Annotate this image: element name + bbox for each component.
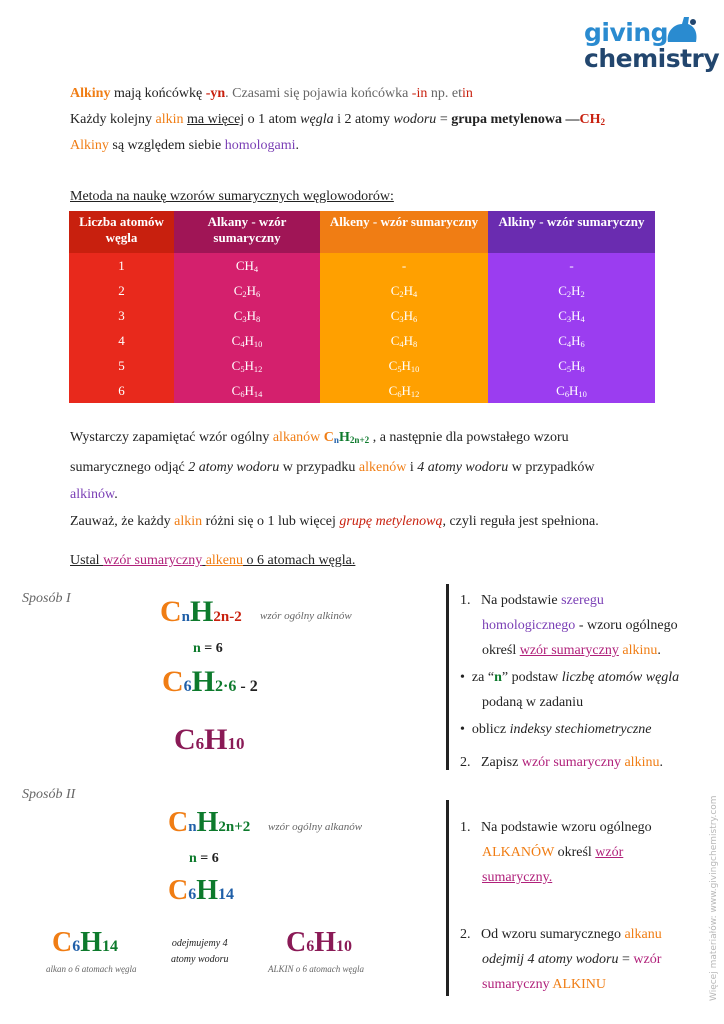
text: indeksy stechiometryczne [509, 722, 652, 737]
letter-n: n [494, 670, 502, 685]
step-1-cont2 [460, 638, 710, 663]
cell-text: 5 [118, 357, 125, 373]
formula-part: C [388, 382, 398, 398]
word-alkinu: alkinu [622, 643, 658, 658]
text: w przypadków [508, 460, 595, 475]
subtract-note [171, 936, 229, 968]
formula-sub: 4 [240, 338, 245, 349]
cell-text: 6 [118, 382, 125, 398]
cell-alkin [488, 303, 655, 328]
formula-sub: 2 [566, 288, 572, 299]
text: różni się o 1 lub więcej [202, 514, 340, 529]
hydrocarbon-table [69, 211, 655, 403]
formula-part: C [558, 357, 567, 373]
formula-substituted [162, 664, 258, 705]
formula-general-alkyne [160, 594, 242, 635]
method-2-label: Sposób II [22, 787, 76, 802]
para-line-1 [70, 424, 670, 454]
text: sumarycznego odjąć [70, 460, 189, 475]
word-sumaryczny: sumaryczny [482, 977, 553, 992]
formula-part: H [196, 875, 219, 906]
formula-sub: 2n+2 [349, 435, 370, 445]
formula-sub: 5 [240, 363, 245, 374]
divider-line-2 [446, 800, 449, 996]
text: o 1 atom [244, 112, 301, 127]
text: Zapisz [481, 755, 522, 770]
step-number: 2. [460, 927, 471, 942]
formula-part: C [52, 927, 73, 958]
step-number: 1. [460, 593, 471, 608]
bullet-1-cont: podaną w zadaniu [482, 695, 584, 710]
formula-part: C [168, 875, 189, 906]
text: liczbę atomów węgla [561, 670, 680, 685]
cell-text: 3 [118, 307, 125, 323]
method-title: Metoda na naukę wzorów sumarycznych węglowodorów: [70, 189, 394, 204]
formula-part: H [246, 282, 257, 298]
text: Od wzoru sumarycznego [481, 927, 625, 942]
header-carbon-count: Liczba atomów węgla [69, 211, 174, 253]
formula-part: H [244, 382, 254, 398]
formula-part: H [244, 357, 254, 373]
cell-text: 2 [118, 282, 125, 298]
bullet-1 [460, 665, 710, 690]
cell-n [69, 278, 174, 303]
cell-alkin [488, 328, 655, 353]
caption-alkyne: ALKIN o 6 atomach węgla [268, 964, 364, 974]
formula-sub: 4 [566, 338, 572, 349]
formula-part: H [569, 382, 579, 398]
formula-part: C [556, 382, 565, 398]
text: i 2 atomy [333, 112, 394, 127]
text: mają końcówkę [110, 86, 206, 101]
cell-alken [320, 253, 488, 278]
cell-alkin [488, 253, 655, 278]
watermark: Więcej materiałów: www.givingchemistry.com [709, 795, 719, 1001]
formula-part: H [196, 807, 219, 838]
formula-c6h14 [168, 874, 234, 912]
step-2 [460, 750, 710, 775]
word-alkiny: Alkiny [70, 86, 111, 101]
word-alkin: alkin [174, 514, 203, 529]
formula-part: H [571, 357, 581, 373]
formula-part: C [558, 332, 567, 348]
formula-part: = 6 [200, 641, 223, 656]
formula-part: C [231, 332, 241, 348]
cell-alken [320, 378, 488, 403]
text: Ustal [70, 553, 104, 568]
suffix-in-example: in [461, 86, 473, 101]
step-2-cont [460, 947, 710, 972]
intro-line-3 [70, 136, 299, 156]
word-homologicznego: homologicznego [482, 618, 576, 633]
text: Każdy kolejny [70, 112, 156, 127]
text: Wystarczy zapamiętać wzór ogólny [70, 430, 273, 445]
suffix-in: -in [411, 86, 428, 101]
text: węgla [300, 112, 334, 127]
text: ” podstaw [501, 670, 562, 685]
table-row [69, 303, 655, 328]
text: w przypadku [279, 460, 359, 475]
formula-ch2 [580, 112, 606, 127]
formula-sub: 12 [253, 363, 263, 374]
logo-line1: giving [584, 18, 669, 47]
step-1-cont [460, 613, 710, 638]
formula-sub: 2 [399, 288, 404, 299]
word-wzor-sumaryczny: wzór sumaryczny [519, 643, 619, 658]
formula-part: = 6 [196, 851, 219, 866]
formula-part: H [571, 307, 581, 323]
word-alkiny: Alkiny [70, 138, 109, 153]
formula-sub: - 2 [236, 678, 258, 695]
formula-sub: 2n+2 [218, 819, 251, 835]
word-alkanow: alkanów [272, 430, 321, 445]
explanation-paragraph [70, 424, 670, 535]
formula-sub: 3 [566, 313, 572, 324]
note-general-alkyne: wzór ogólny alkinów [260, 610, 352, 622]
table-row [69, 378, 655, 403]
bullet-icon: • [460, 722, 465, 737]
formula-sub: ·6 [223, 678, 237, 695]
formula-part: C [160, 595, 182, 628]
formula-sub: n [181, 609, 191, 625]
word-wzor: wzór [633, 952, 662, 967]
para-line-3 [70, 481, 670, 508]
text: = [436, 112, 452, 127]
intro-line-1 [70, 84, 473, 104]
word-alkinu: ALKINU [552, 977, 607, 992]
step-1 [460, 588, 710, 613]
header-alkynes: Alkiny - wzór sumaryczny [488, 211, 655, 253]
formula-part: C [390, 282, 400, 298]
formula-part: H [401, 357, 411, 373]
formula-part: H [338, 430, 350, 445]
formula-part: H [401, 382, 411, 398]
formula-part: C [323, 430, 334, 445]
word-alkanu: alkanu [624, 927, 662, 942]
text: oblicz [471, 722, 510, 737]
formula-part: H [244, 332, 254, 348]
step-1 [460, 815, 710, 840]
formula-sub: 8 [413, 338, 418, 349]
cell-n [69, 328, 174, 353]
cell-alkan [174, 353, 320, 378]
formula-sub: 6 [564, 388, 570, 399]
text: Na podstawie wzoru ogólnego [481, 820, 652, 835]
formula-alkane-c6h14 [52, 926, 118, 964]
task-line [70, 551, 355, 571]
formula-part: C [286, 927, 307, 958]
logo-line2: chemistry [584, 44, 720, 73]
formula-sub: 6 [240, 388, 245, 399]
header-alkenes: Alkeny - wzór sumaryczny [320, 211, 488, 253]
step-2 [460, 922, 710, 947]
step-number: 1. [460, 820, 471, 835]
cell-alkan [174, 378, 320, 403]
text: np. et [427, 86, 462, 101]
formula-part: H [190, 595, 214, 628]
word-wzor-sumaryczny: wzór sumaryczny [103, 553, 203, 568]
cell-n [69, 378, 174, 403]
text: 4 atomy wodoru [417, 460, 509, 475]
subtract-note-l2: atomy wodoru [171, 954, 229, 965]
formula-sub: 5 [566, 363, 572, 374]
text: , a następnie dla powstałego wzoru [369, 430, 569, 445]
formula-sub: 2 [600, 117, 606, 127]
formula-part: C [390, 307, 400, 323]
text: za “ [471, 670, 495, 685]
text: wodoru [393, 112, 437, 127]
cell-alkan [174, 278, 320, 303]
formula-part: H [314, 927, 337, 958]
formula-result-c6h10 [174, 722, 245, 762]
text: . Czasami się pojawia końcówka [225, 86, 412, 101]
word-wzor-sumaryczny: wzór sumaryczny [521, 755, 621, 770]
note-general-alkane: wzór ogólny alkanów [268, 821, 363, 833]
word-szeregu: szeregu [561, 593, 604, 608]
cell-alkin [488, 353, 655, 378]
formula-general-alkane [324, 430, 369, 445]
step-1-cont2 [460, 865, 710, 890]
text: i [406, 460, 418, 475]
table-row [69, 278, 655, 303]
formula-sub: 8 [580, 363, 585, 374]
formula-sub: 6 [306, 938, 315, 955]
formula-part: C [233, 282, 243, 298]
text: . [114, 487, 118, 502]
cell-alkin [488, 278, 655, 303]
formula-part: C [233, 307, 243, 323]
step-1-cont [460, 840, 710, 865]
cell-n [69, 253, 174, 278]
formula-part: H [403, 282, 414, 298]
formula-sub: 3 [399, 313, 404, 324]
text: 2 atomy wodoru [188, 460, 280, 475]
cell-alken [320, 303, 488, 328]
cell-alkan [174, 253, 320, 278]
method-1-label: Sposób I [22, 591, 71, 606]
cell-alken [320, 353, 488, 378]
formula-sub: 2 [242, 288, 247, 299]
word-alkinu: alkinu [624, 755, 660, 770]
formula-part: C [388, 357, 398, 373]
formula-sub: n [188, 819, 197, 835]
text: odejmij 4 atomy wodoru [482, 952, 619, 967]
formula-part: H [191, 665, 216, 698]
formula-part: H [80, 927, 103, 958]
table-row [69, 353, 655, 378]
word-wzor: wzór [595, 845, 624, 860]
formula-sub: 6 [413, 313, 418, 324]
method-2-steps [460, 815, 710, 997]
table-row [69, 253, 655, 278]
text: określ [482, 643, 520, 658]
bullet-2 [460, 717, 710, 742]
word-alkinow: alkinów [70, 487, 115, 502]
formula-part: - [401, 257, 407, 273]
method-1-steps [460, 588, 710, 775]
word-grupe-metylenowa: grupę metylenową [339, 514, 443, 529]
formula-sub: 4 [580, 313, 585, 324]
formula-part: C [558, 307, 567, 323]
formula-sub: 12 [410, 388, 420, 399]
n-equals-6 [193, 641, 223, 657]
text: są względem siebie [108, 138, 225, 153]
text: , czyli reguła jest spełniona. [442, 514, 599, 529]
suffix-yn: -yn [205, 86, 226, 101]
cell-alken [320, 278, 488, 303]
text: . [295, 138, 300, 153]
word-alkin: alkin [155, 112, 184, 127]
formula-sub: 6 [580, 338, 585, 349]
cell-n [69, 353, 174, 378]
formula-part: C [231, 357, 241, 373]
formula-part: H [403, 332, 414, 348]
formula-part: - [569, 257, 574, 273]
formula-sub: 3 [242, 313, 247, 324]
formula-part: CH [235, 257, 254, 273]
divider-line-1 [446, 584, 449, 770]
formula-sub: 6 [256, 288, 261, 299]
para-line-4 [70, 508, 670, 535]
formula-part: C [174, 723, 196, 756]
cell-n [69, 303, 174, 328]
formula-part: C [231, 382, 241, 398]
formula-sub: 8 [256, 313, 261, 324]
cell-alkan [174, 303, 320, 328]
formula-sub: 14 [102, 938, 119, 955]
text: . [659, 755, 663, 770]
text: określ [554, 845, 596, 860]
formula-part: C [168, 807, 189, 838]
word-sumaryczny: sumaryczny. [482, 870, 553, 885]
word-alkanow: ALKANÓW [482, 845, 555, 860]
formula-sub: 2 [215, 678, 224, 695]
formula-sub: 6 [183, 678, 192, 695]
word-alkenow: alkenów [358, 460, 407, 475]
step-2-cont2 [460, 972, 710, 997]
formula-sub: 6 [397, 388, 402, 399]
formula-sub: 4 [399, 338, 404, 349]
cell-text: 1 [118, 257, 125, 273]
text: Zauważ, że każdy [70, 514, 175, 529]
word-homologami: homologami [224, 138, 296, 153]
cell-text: 4 [118, 332, 125, 348]
formula-sub: 2 [580, 288, 585, 299]
caption-alkane: alkan o 6 atomach węgla [46, 964, 137, 974]
formula-general-alkane [168, 806, 250, 844]
formula-sub: 4 [413, 288, 418, 299]
formula-sub: 10 [227, 734, 245, 753]
cell-alkin [488, 378, 655, 403]
formula-sub: 6 [72, 938, 81, 955]
text: o 6 atomach węgla. [243, 553, 356, 568]
formula-part: H [571, 282, 581, 298]
formula-sub: 10 [253, 338, 263, 349]
header-alkanes: Alkany - wzór sumaryczny [174, 211, 320, 253]
formula-sub: 10 [410, 363, 420, 374]
formula-sub: 4 [253, 263, 259, 274]
formula-part: n [193, 641, 201, 656]
formula-alkyne-c6h10 [286, 926, 352, 964]
formula-part: CH [579, 112, 601, 127]
table-row [69, 328, 655, 353]
text: = [618, 952, 634, 967]
text-ma-wiecej: ma więcej [187, 112, 245, 127]
formula-sub: 6 [195, 734, 205, 753]
text: - wzoru ogólnego [575, 618, 678, 633]
para-line-2 [70, 454, 670, 481]
formula-part: C [390, 332, 400, 348]
formula-part: C [162, 665, 184, 698]
formula-part: n [189, 851, 197, 866]
formula-part: H [571, 332, 581, 348]
formula-sub: n [333, 435, 339, 445]
bullet-icon: • [460, 670, 465, 685]
word-alkenu: alkenu [205, 553, 244, 568]
logo [584, 14, 724, 74]
formula-sub: 6 [188, 886, 197, 903]
formula-part: H [403, 307, 414, 323]
step-number: 2. [460, 755, 471, 770]
text-grupa-metylenowa: grupa metylenowa — [451, 112, 580, 127]
subtract-note-l1: odejmujemy 4 [171, 938, 228, 949]
formula-part: H [204, 723, 228, 756]
formula-sub: 14 [253, 388, 263, 399]
text: Na podstawie [481, 593, 562, 608]
cell-alkan [174, 328, 320, 353]
formula-part: H [246, 307, 257, 323]
formula-part: C [558, 282, 567, 298]
formula-sub: 5 [397, 363, 402, 374]
formula-sub: 10 [336, 938, 353, 955]
text: . [657, 643, 661, 658]
cell-alken [320, 328, 488, 353]
formula-sub: 10 [578, 388, 587, 399]
formula-sub: 14 [218, 886, 235, 903]
n-equals-6 [189, 851, 219, 867]
intro-line-2 [70, 110, 605, 132]
formula-sub: 2n-2 [213, 609, 242, 625]
